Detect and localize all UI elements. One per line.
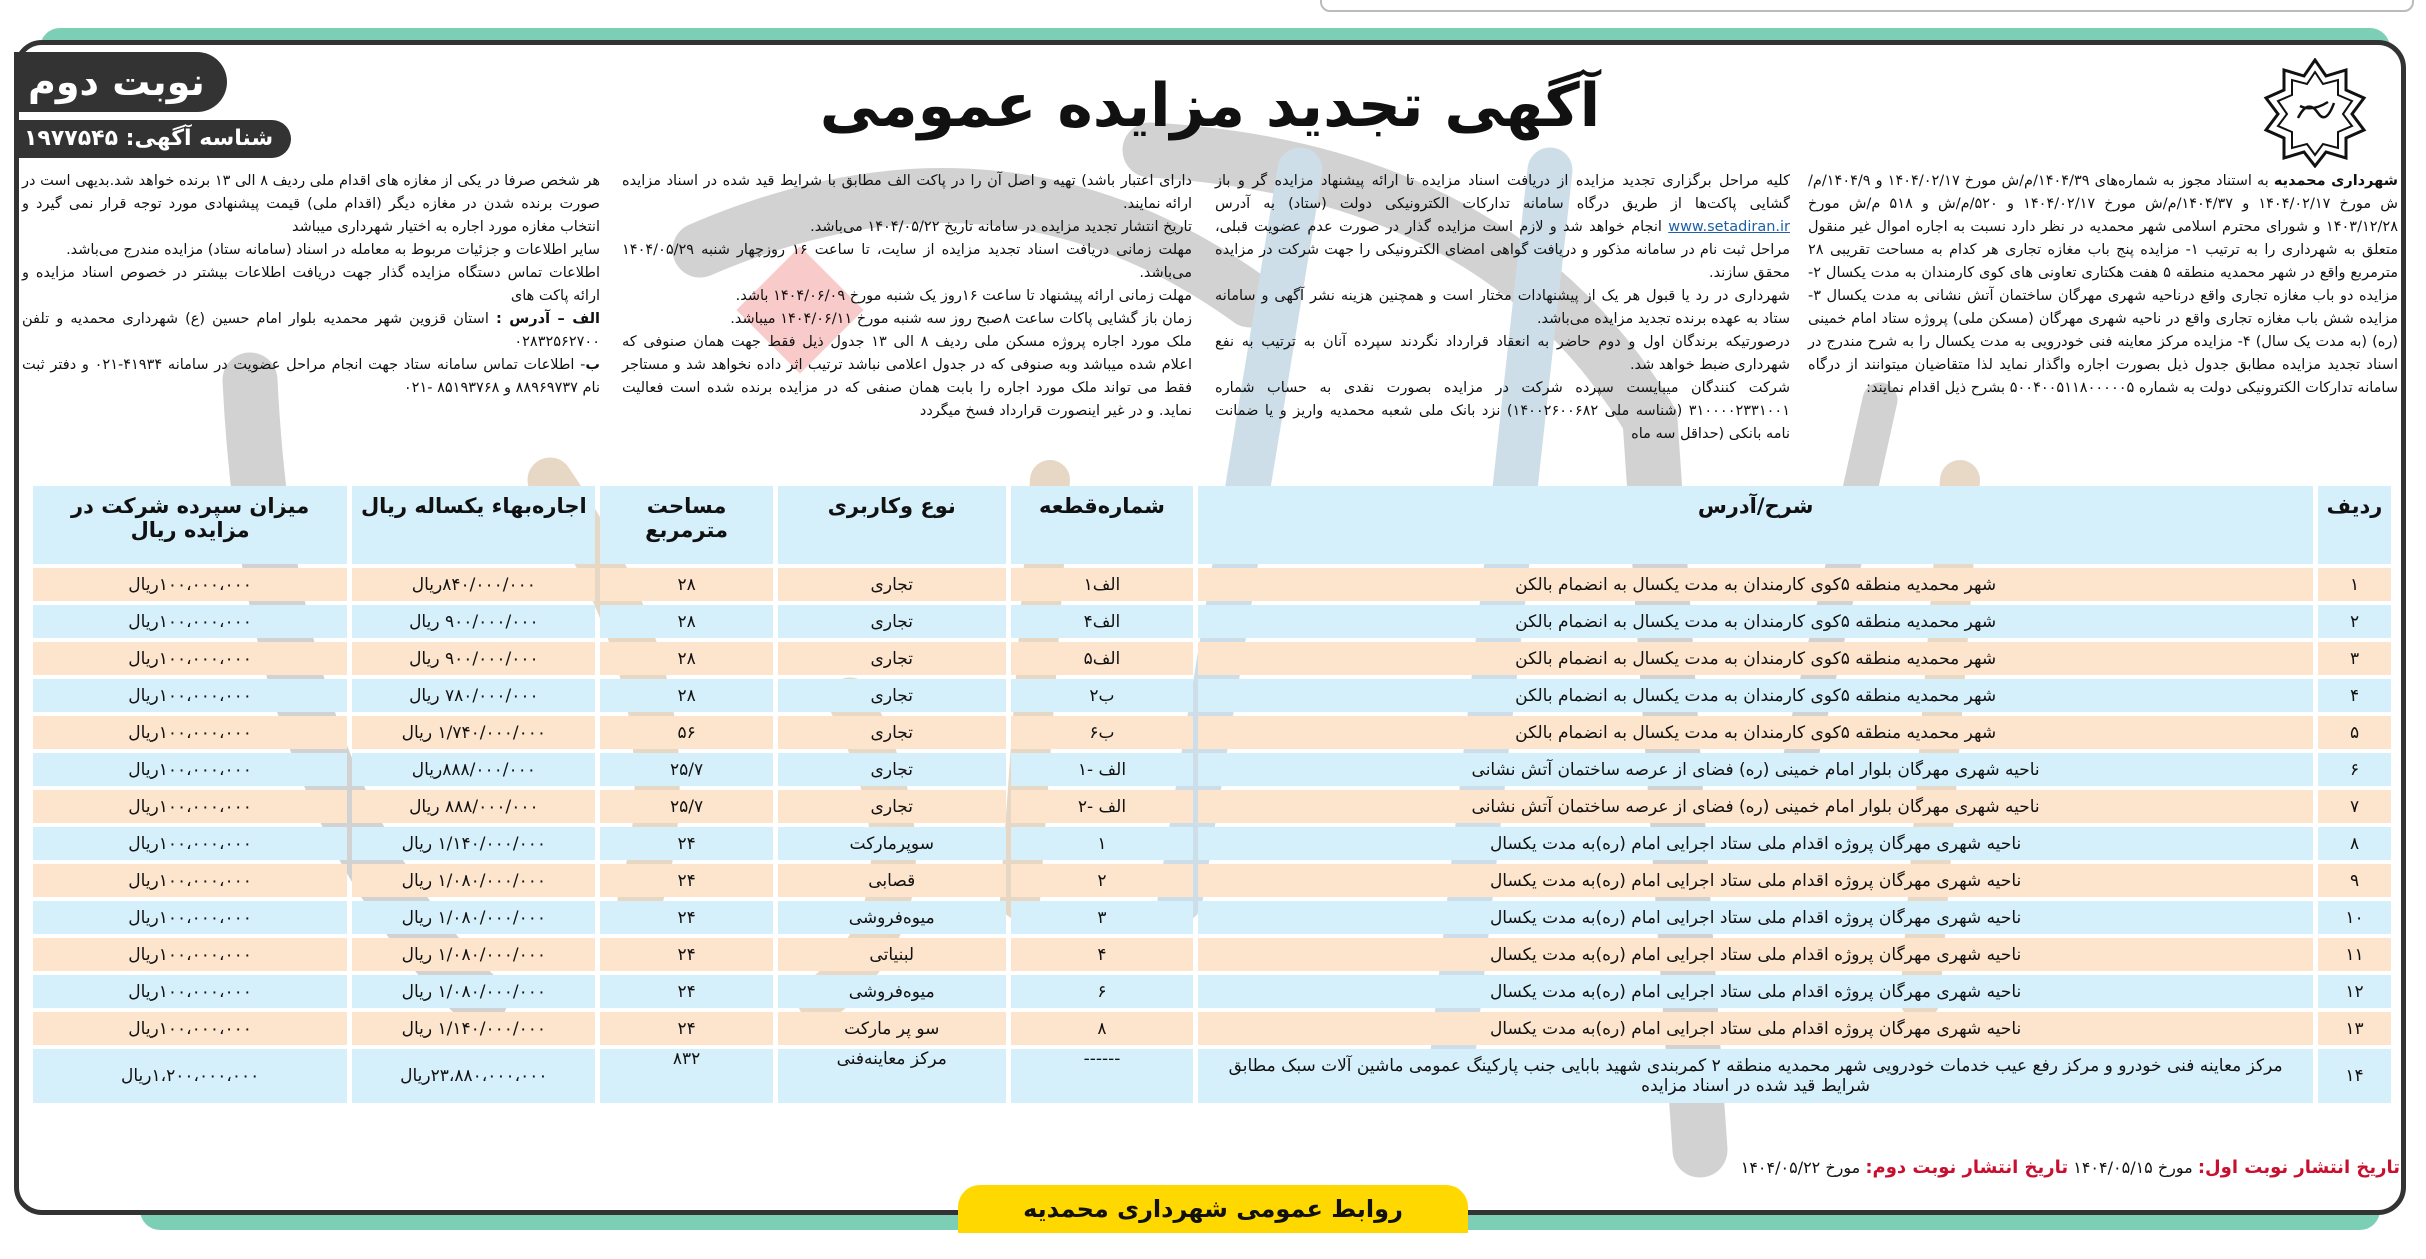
cell-usage-type: مرکز معاینه‌فنی: [778, 1049, 1006, 1103]
setadiran-link[interactable]: www.setadiran.ir: [1668, 219, 1790, 235]
cell-deposit: ۱۰۰،۰۰۰،۰۰۰ریال: [33, 864, 347, 897]
cell-deposit: ۱۰۰،۰۰۰،۰۰۰ریال: [33, 1012, 347, 1045]
cell-area: ۸۳۲: [600, 1049, 772, 1103]
cell-usage-type: تجاری: [778, 568, 1006, 601]
cell-description-address: ناحیه شهری مهرگان پروژه اقدام ملی ستاد اجرایی امام (ره)به مدت یکسال: [1198, 938, 2313, 971]
table-row: [33, 975, 2391, 1008]
cell-deposit: ۱۰۰،۰۰۰،۰۰۰ریال: [33, 716, 347, 749]
single-win-text: هر شخص صرفا در یکی از مغازه های اقدام ملی ردیف ۸ الی ۱۳ برنده خواهد شد.بدیهی است در صورت برنده شدن در مغازه دیگر (اقدام ملی) قیمت پیشنهادی مورد توجه قرار نمی گیرد و انتخاب مغازه مورد اجاره به اختیار شهرداری میباشد: [22, 173, 600, 235]
column-header-description-address: شرح/آدرس: [1198, 486, 2313, 564]
cell-area: ۲۴: [600, 975, 772, 1008]
table-row: [33, 568, 2391, 601]
cell-row-number: ۱۳: [2318, 1012, 2391, 1045]
cell-lot-number: ۱: [1011, 827, 1193, 860]
cell-annual-rent: ۱/۰۸۰/۰۰۰/۰۰۰ ریال: [352, 901, 595, 934]
cell-annual-rent: ۱/۷۴۰/۰۰۰/۰۰۰ ریال: [352, 716, 595, 749]
cell-row-number: ۶: [2318, 753, 2391, 786]
cell-lot-number: الف۱: [1011, 568, 1193, 601]
column-header-row-number: ردیف: [2318, 486, 2391, 564]
forfeit-text: درصورتیکه برندگان اول و دوم حاضر به انعقاد قرارداد نگردند سپرده آنان به ترتیب به نفع شهرداری ضبط خواهد شد.: [1215, 334, 1790, 373]
cell-description-address: مرکز معاینه فنی خودرو و مرکز رفع عیب خدمات خودرویی شهر محمدیه منطقه ۲ کمربندی شهید بابایی جنب پارکینگ عمومی ماشین آلات سبک مطابق شرایط قید شده در اسناد مزایده: [1198, 1049, 2313, 1103]
setad-contact-label: ب: [585, 357, 600, 373]
table-row: [33, 1049, 2391, 1103]
cell-description-address: ناحیه شهری مهرگان پروژه اقدام ملی ستاد اجرایی امام (ره)به مدت یکسال: [1198, 827, 2313, 860]
address-text: استان قزوین شهر محمدیه بلوار امام حسین (ع) شهرداری محمدیه و تلفن ۰۲۸۳۲۵۶۲۷۰۰: [22, 311, 600, 350]
cell-usage-type: میوه‌فروشی: [778, 901, 1006, 934]
cell-deposit: ۱۰۰،۰۰۰،۰۰۰ریال: [33, 975, 347, 1008]
document-deadline-text: مهلت زمانی دریافت اسناد تجدید مزایده از سایت، تا ساعت ۱۶ روزچهار شنبه ۱۴۰۴/۰۵/۲۹ می‌باشد.: [622, 242, 1192, 281]
contact-column: [22, 170, 600, 400]
cell-usage-type: تجاری: [778, 679, 1006, 712]
cell-usage-type: سو پر مارکت: [778, 1012, 1006, 1045]
cell-usage-type: میوه‌فروشی: [778, 975, 1006, 1008]
schedule-column: [622, 170, 1192, 423]
cell-description-address: ناحیه شهری مهرگان پروژه اقدام ملی ستاد اجرایی امام (ره)به مدت یکسال: [1198, 975, 2313, 1008]
cell-row-number: ۱۱: [2318, 938, 2391, 971]
other-info-text: سایر اطلاعات و جزئیات مربوط به معامله در اسناد (سامانه ستاد) مزایده مندرج می‌باشد.: [66, 242, 600, 258]
cell-lot-number: ۸: [1011, 1012, 1193, 1045]
cell-deposit: ۱۰۰،۰۰۰،۰۰۰ریال: [33, 642, 347, 675]
cell-area: ۲۸: [600, 568, 772, 601]
address-label: الف – آدرس :: [495, 311, 600, 327]
procedure-text-cont: انجام خواهد شد و لازم است مزایده گذار در صورت عدم عضویت قبلی، مراحل ثبت نام در سامانه مذکور و دریافت گواهی امضای الکترونیکی را جهت شرکت در مزایده محقق سازند.: [1215, 219, 1790, 281]
table-header-row: [33, 486, 2391, 564]
cell-row-number: ۱۴: [2318, 1049, 2391, 1103]
cell-row-number: ۳: [2318, 642, 2391, 675]
municipality-logo-icon: [2260, 58, 2370, 168]
column-header-lot-number: شماره‌قطعه: [1011, 486, 1193, 564]
cell-description-address: شهر محمدیه منطقه ۵کوی کارمندان به مدت یکسال به انضمام بالکن: [1198, 642, 2313, 675]
cell-deposit: ۱،۲۰۰،۰۰۰،۰۰۰ریال: [33, 1049, 347, 1103]
procedure-text: کلیه مراحل برگزاری تجدید مزایده از دریافت اسناد مزایده تا ارائه پیشنهاد مزایده گر و باز گشایی پاکت‌ها از طریق درگاه سامانه تدارکات الکترونیکی دولت (ستاد) به آدرس: [1215, 173, 1790, 212]
cell-row-number: ۱: [2318, 568, 2391, 601]
second-publish-date: مورخ ۱۴۰۴/۰۵/۲۲: [1740, 1158, 1866, 1177]
auction-table: [28, 482, 2396, 1107]
cell-usage-type: سوپرمارکت: [778, 827, 1006, 860]
cell-description-address: ناحیه شهری مهرگان پروژه اقدام ملی ستاد اجرایی امام (ره)به مدت یکسال: [1198, 901, 2313, 934]
cell-lot-number: ب۲: [1011, 679, 1193, 712]
cell-lot-number: ۶: [1011, 975, 1193, 1008]
cell-deposit: ۱۰۰،۰۰۰،۰۰۰ریال: [33, 901, 347, 934]
first-publish-label: تاریخ انتشار نوبت اول:: [2197, 1157, 2400, 1178]
cell-annual-rent: ۷۸۰/۰۰۰/۰۰۰ ریال: [352, 679, 595, 712]
cell-usage-type: تجاری: [778, 642, 1006, 675]
cell-area: ۲۸: [600, 642, 772, 675]
cell-lot-number: ------: [1011, 1049, 1193, 1103]
cell-description-address: شهر محمدیه منطقه ۵کوی کارمندان به مدت یکسال به انضمام بالکن: [1198, 679, 2313, 712]
cell-lot-number: الف -۲: [1011, 790, 1193, 823]
cell-usage-type: تجاری: [778, 605, 1006, 638]
cell-area: ۲۴: [600, 901, 772, 934]
cell-row-number: ۹: [2318, 864, 2391, 897]
cell-usage-type: قصابی: [778, 864, 1006, 897]
cell-row-number: ۷: [2318, 790, 2391, 823]
cell-annual-rent: ۱/۰۸۰/۰۰۰/۰۰۰ ریال: [352, 938, 595, 971]
cell-annual-rent: ۹۰۰/۰۰۰/۰۰۰ ریال: [352, 605, 595, 638]
public-relations-footer: روابط عمومی شهرداری محمدیه: [958, 1185, 1468, 1233]
cell-description-address: ناحیه شهری مهرگان بلوار امام خمینی (ره) فضای از عرصه ساختمان آتش نشانی: [1198, 790, 2313, 823]
cell-area: ۲۸: [600, 605, 772, 638]
cell-annual-rent: ۱/۰۸۰/۰۰۰/۰۰۰ ریال: [352, 864, 595, 897]
cell-deposit: ۱۰۰،۰۰۰،۰۰۰ریال: [33, 568, 347, 601]
cell-deposit: ۱۰۰،۰۰۰،۰۰۰ریال: [33, 827, 347, 860]
round-badge: نوبت دوم: [14, 52, 227, 112]
cell-annual-rent: ۱/۱۴۰/۰۰۰/۰۰۰ ریال: [352, 1012, 595, 1045]
table-row: [33, 790, 2391, 823]
cell-lot-number: ۲: [1011, 864, 1193, 897]
municipality-name: شهرداری محمدیه: [2273, 173, 2398, 189]
table-row: [33, 1012, 2391, 1045]
cell-area: ۲۵/۷: [600, 753, 772, 786]
cell-lot-number: الف۵: [1011, 642, 1193, 675]
cell-area: ۲۴: [600, 864, 772, 897]
cell-area: ۲۴: [600, 938, 772, 971]
cell-lot-number: ب۶: [1011, 716, 1193, 749]
cell-description-address: ناحیه شهری مهرگان پروژه اقدام ملی ستاد اجرایی امام (ره)به مدت یکسال: [1198, 864, 2313, 897]
cell-area: ۲۴: [600, 827, 772, 860]
cell-annual-rent: ۱/۰۸۰/۰۰۰/۰۰۰ ریال: [352, 975, 595, 1008]
page-title: آگهی تجدید مزایده عمومی: [819, 71, 1601, 141]
table-row: [33, 716, 2391, 749]
validity-text: دارای اعتبار باشد) تهیه و اصل آن را در پاکت الف مطابق با شرایط قید شده در اسناد مزایده ارائه نمایند.: [622, 173, 1192, 212]
deposit-text: شرکت کنندگان میبایست سپرده شرکت در مزایده بصورت نقدی به حساب شماره ۳۱۰۰۰۰۲۳۳۱۰۰۱ (شناسه ملی ۱۴۰۰۲۶۰۰۶۸۲) نزد بانک ملی شعبه محمدیه واریز و یا ضمانت نامه بانکی (حداقل سه ماه: [1215, 380, 1790, 442]
cell-description-address: ناحیه شهری مهرگان پروژه اقدام ملی ستاد اجرایی امام (ره)به مدت یکسال: [1198, 1012, 2313, 1045]
cell-description-address: شهر محمدیه منطقه ۵کوی کارمندان به مدت یکسال به انضمام بالکن: [1198, 716, 2313, 749]
contact-intro-text: اطلاعات تماس دستگاه مزایده گذار جهت دریافت اطلاعات بیشتر در خصوص اسناد مزایده و ارائه پاکت های: [22, 265, 600, 304]
column-header-usage-type: نوع وکاربری: [778, 486, 1006, 564]
cell-deposit: ۱۰۰،۰۰۰،۰۰۰ریال: [33, 679, 347, 712]
cell-row-number: ۴: [2318, 679, 2391, 712]
publish-date-text: تاریخ انتشار تجدید مزایده در سامانه تاریخ ۱۴۰۴/۰۵/۲۲ می‌باشد.: [810, 219, 1192, 235]
cell-annual-rent: ۲۳،۸۸۰،۰۰۰،۰۰۰ریال: [352, 1049, 595, 1103]
intro-column: [1808, 170, 2398, 400]
table-row: [33, 753, 2391, 786]
cell-row-number: ۱۰: [2318, 901, 2391, 934]
cell-row-number: ۵: [2318, 716, 2391, 749]
cell-row-number: ۱۲: [2318, 975, 2391, 1008]
cell-description-address: شهر محمدیه منطقه ۵کوی کارمندان به مدت یکسال به انضمام بالکن: [1198, 605, 2313, 638]
procedure-column: [1215, 170, 1790, 446]
column-header-area: مساحت مترمربع: [600, 486, 772, 564]
national-housing-terms-text: ملک مورد اجاره پروژه مسکن ملی ردیف ۸ الی ۱۳ جدول ذیل فقط جهت همان صنوفی که اعلام شده میباشد وبه صنوفی که در جدول اعلامی نباشد ترتیب اثر داده نخواهد شد و مستاجر فقط می تواند ملک مورد اجاره را بابت همان صنفی که در مزایده برنده شده است فعالیت نماید. و در غیر اینصورت قرارداد فسخ میگردد: [622, 334, 1193, 419]
cell-usage-type: لبنیاتی: [778, 938, 1006, 971]
cell-deposit: ۱۰۰،۰۰۰،۰۰۰ریال: [33, 790, 347, 823]
table-row: [33, 938, 2391, 971]
cell-annual-rent: ۹۰۰/۰۰۰/۰۰۰ ریال: [352, 642, 595, 675]
cell-deposit: ۱۰۰،۰۰۰،۰۰۰ریال: [33, 753, 347, 786]
cell-description-address: شهر محمدیه منطقه ۵کوی کارمندان به مدت یکسال به انضمام بالکن: [1198, 568, 2313, 601]
cell-deposit: ۱۰۰،۰۰۰،۰۰۰ریال: [33, 938, 347, 971]
cell-row-number: ۸: [2318, 827, 2391, 860]
table-row: [33, 864, 2391, 897]
table-row: [33, 605, 2391, 638]
cell-area: ۲۵/۷: [600, 790, 772, 823]
rejection-text: شهرداری در رد یا قبول هر یک از پیشنهادات مختار است و همچنین هزینه نشر آگهی و سامانه ستاد به عهده برنده تجدید مزایده می‌باشد.: [1215, 288, 1790, 327]
cell-usage-type: تجاری: [778, 716, 1006, 749]
table-row: [33, 901, 2391, 934]
cell-usage-type: تجاری: [778, 790, 1006, 823]
cell-lot-number: الف۴: [1011, 605, 1193, 638]
cell-deposit: ۱۰۰،۰۰۰،۰۰۰ریال: [33, 605, 347, 638]
cell-row-number: ۲: [2318, 605, 2391, 638]
cell-lot-number: الف -۱: [1011, 753, 1193, 786]
table-row: [33, 642, 2391, 675]
setad-contact-text: - اطلاعات تماس سامانه ستاد جهت انجام مراحل عضویت در سامانه ۴۱۹۳۴-۰۲۱ و دفتر ثبت نام ۸۸۹۶۹۷۳۷ و ۸۵۱۹۳۷۶۸ -۰۲۱: [22, 357, 600, 396]
table-row: [33, 827, 2391, 860]
cell-area: ۵۶: [600, 716, 772, 749]
bid-deadline-text: مهلت زمانی ارائه پیشنهاد تا ساعت ۱۶روز یک شنبه مورخ ۱۴۰۴/۰۶/۰۹ باشد.: [735, 288, 1192, 304]
publication-dates: [1741, 1156, 2400, 1180]
cell-annual-rent: ۸۴۰/۰۰۰/۰۰۰ریال: [352, 568, 595, 601]
cell-annual-rent: ۱/۱۴۰/۰۰۰/۰۰۰ ریال: [352, 827, 595, 860]
ad-id-badge: شناسه آگهی: ۱۹۷۷۵۴۵: [14, 120, 291, 158]
previous-ad-box: [1320, 0, 2414, 12]
opening-time-text: زمان باز گشایی پاکات ساعت ۸صبح روز سه شنبه مورخ ۱۴۰۴/۰۶/۱۱ میباشد.: [730, 311, 1192, 327]
table-row: [33, 679, 2391, 712]
cell-lot-number: ۴: [1011, 938, 1193, 971]
cell-lot-number: ۳: [1011, 901, 1193, 934]
table-body: [33, 568, 2391, 1103]
column-header-deposit: میزان سپرده شرکت در مزایده ریال: [33, 486, 347, 564]
column-header-annual-rent: اجاره‌بهاء یکساله ریال: [352, 486, 595, 564]
cell-usage-type: تجاری: [778, 753, 1006, 786]
intro-text: به استناد مجوز به شماره‌های ۱۴۰۴/۳۹/م/ش مورخ ۱۴۰۴/۰۲/۱۷ و ۱۴۰۴/۹/م/ش مورخ ۱۴۰۴/۰۲/۱۷ و ۱۴۰۴/۳۷/م/ش مورخ ۱۴۰۴/۰۲/۱۷ و ۵۲۰/م/ش و ۵۱۸ م/ش مورخ ۱۴۰۳/۱۲/۲۸ و شورای محترم اسلامی شهر محمدیه در نظر دارد نسبت به اجاره اموال غیر منقول متعلق به شهرداری را به ترتیب ۱- مزایده پنج باب مغازه تجاری هر کدام به مساحت تقریبی ۲۸ مترمربع واقع در شهر محمدیه منطقه ۵ هفت هکتاری تعاونی های کوی کارمندان به مدت یکسال ۲- مزایده دو باب مغازه تجاری واقع درناحیه شهری مهرگان ساختمان آتش نشانی به مدت یکسال ۳- مزایده شش باب مغازه تجاری واقع در ناحیه شهری مهرگان (مسکن ملی) پروژه ستاد امام خمینی (ره) (به مدت یک سال) ۴- مزایده مرکز معاینه فنی خودرویی به مدت یکسال را به شرح مندرج در اسناد تجدید مزایده مطابق جدول ذیل بصورت اجاره واگذار نماید لذا متقاضیان میتوانند از درگاه سامانه تدارکات الکترونیکی دولت به شماره ۵۰۰۴۰۰۵۱۱۸۰۰۰۰۰۵ بشرح ذیل اقدام نمایند:: [1808, 173, 2398, 396]
cell-area: ۲۸: [600, 679, 772, 712]
cell-annual-rent: ۸۸۸/۰۰۰/۰۰۰ریال: [352, 753, 595, 786]
cell-description-address: ناحیه شهری مهرگان بلوار امام خمینی (ره) فضای از عرصه ساختمان آتش نشانی: [1198, 753, 2313, 786]
second-publish-label: تاریخ انتشار نوبت دوم:: [1865, 1157, 2069, 1178]
cell-annual-rent: ۸۸۸/۰۰۰/۰۰۰ ریال: [352, 790, 595, 823]
cell-area: ۲۴: [600, 1012, 772, 1045]
first-publish-date: مورخ ۱۴۰۴/۰۵/۱۵: [2068, 1158, 2198, 1177]
